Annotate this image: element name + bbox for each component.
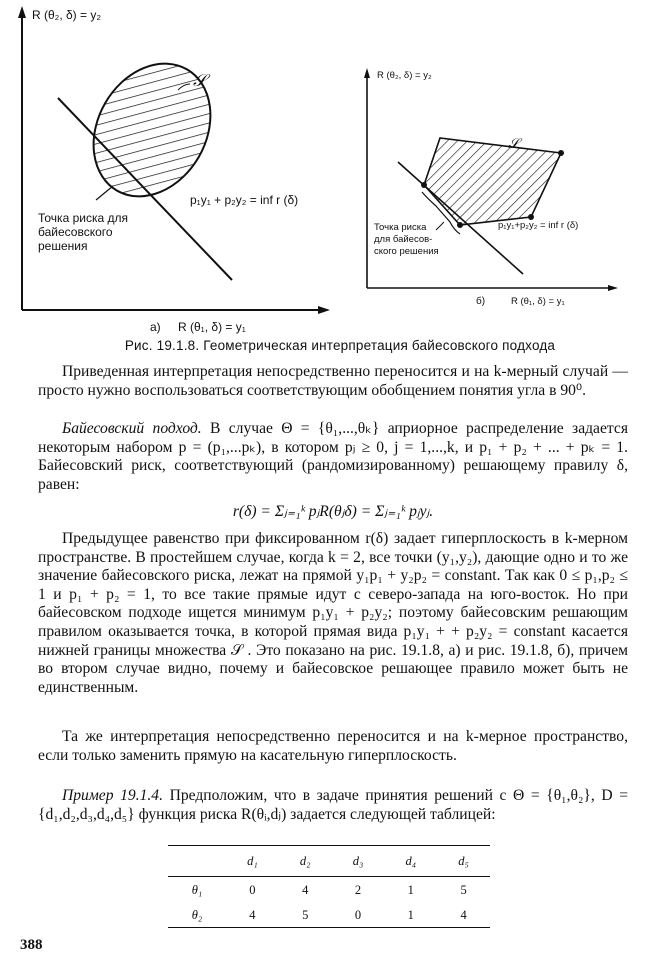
risk-point-label-a-3: решения (38, 239, 88, 253)
risk-point-label-b-2: для байесов- (374, 234, 433, 245)
line-label-b: p₁y₁+p₂y₂ = inf r (δ) (498, 220, 579, 231)
paragraph-1-text: Приведенная интерпретация непосредственно переносится и на k-мерный случай — просто нужно воспользоваться соответствующим обобщением понятия угла в 90⁰. (38, 363, 628, 399)
vertex-point (457, 222, 463, 228)
x-axis-arrow-a (318, 306, 330, 314)
x-axis-arrow-b (608, 285, 618, 291)
table-col-header: d₁ (247, 853, 258, 868)
table-cell: 1 (407, 907, 414, 922)
set-s-polygon-b (424, 138, 561, 225)
table-cell: 4 (460, 907, 467, 922)
y-axis-label-a: R (θ₂, δ) = y₂ (32, 8, 102, 22)
table-cell: 2 (354, 882, 362, 897)
paragraph-2-title: Байесовский подход. (62, 420, 202, 437)
paragraph-3 (38, 530, 628, 697)
x-axis-label-a: R (θ₁, δ) = y₁ (178, 320, 246, 334)
paragraph-2 (38, 420, 628, 494)
y-axis-label-b: R (θ₂, δ) = y₂ (377, 70, 432, 81)
risk-point-pointer-b (436, 222, 444, 230)
paragraph-5 (38, 787, 628, 824)
page-number: 388 (20, 937, 43, 953)
formula-block (38, 498, 628, 528)
panel-label-a: а) (150, 320, 161, 334)
risk-point-pointer-a (96, 186, 113, 200)
line-label-a: p₁y₁ + p₂y₂ = inf r (δ) (190, 193, 299, 207)
risk-point-label-b-3: ского решения (374, 246, 439, 257)
table-cell: 5 (302, 907, 309, 922)
table-cell: 0 (354, 907, 362, 922)
paragraph-5-text: Предположим, что в задаче принятия решений с Θ = {θ₁,θ₂}, D = {d₁,d₂,d₃,d₄,d₅} функция риска R(θᵢ,dⱼ) задается следующей таблицей: (38, 787, 629, 823)
figure-caption: Рис. 19.1.8. Геометрическая интерпретация байесовского подхода (124, 338, 556, 353)
table-col-header: d₄ (405, 853, 417, 868)
table-col-header: d₃ (352, 853, 364, 868)
figure-a (0, 0, 340, 340)
y-axis-arrow-b (364, 68, 370, 78)
paragraph-4-text: Та же интерпретация непосредственно переносится и на k-мерное пространство, если только заменить прямую на касательную гиперплоскость. (38, 728, 628, 764)
set-s-ellipse-a (70, 42, 234, 217)
table-row (168, 903, 490, 928)
paragraph-3-text: Предыдущее равенство при фиксированном r(δ) задает гиперплоскость в k-мерном пространстве. В простейшем случае, когда k = 2, все точки (y₁,y₂), дающие одно и то же значение байесовского риска, лежат на прямой y₁p₁ + y₂p₂ = constant. Так как 0 ≤ p₁,p₂ ≤ 1 и p₁ + p₂ = 1, то все такие прямые идут с северо-запада на юго-восток. Но при байесовском подходе ищется минимум p₁y₁ + p₂y₂; поэтому байесовским решающим правилом оказывается точка, в которой прямая вида p₁y₁ + + p₂y₂ = constant касается нижней границы множества 𝒮 . Это показано на рис. 19.1.8, а) и рис. 19.1.8, б), причем во втором случае видно, почему и байесовское решающее правило может быть не единственным. (38, 530, 628, 696)
formula: r(δ) = Σⱼ₌₁ᵏ pⱼR(θⱼδ) = Σⱼ₌₁ᵏ pⱼyⱼ. (232, 503, 434, 520)
table-cell: 1 (407, 882, 414, 897)
figure-b (340, 50, 640, 320)
table-col-header: d₅ (458, 853, 469, 868)
panel-label-b: б) (476, 296, 486, 307)
set-s-label-a: 𝒮 (193, 71, 207, 90)
table-col-header: d₂ (299, 853, 311, 868)
table-cell: 4 (249, 907, 256, 922)
risk-point-label-a-2: байесовского (38, 225, 113, 239)
x-axis-label-b: R (θ₁, δ) = y₁ (511, 296, 565, 307)
table-cell: 4 (302, 882, 309, 897)
paragraph-5-title: Пример 19.1.4. (62, 787, 163, 804)
risk-point-label-b-1: Точка риска (374, 222, 427, 233)
table-cell: 5 (460, 882, 467, 897)
risk-point-label-a-1: Точка риска для (38, 211, 128, 225)
y-axis-arrow-a (18, 6, 26, 18)
table-cell: 0 (249, 882, 256, 897)
set-s-label-b: 𝒮 (508, 135, 519, 151)
table-row-label: θ₂ (191, 907, 203, 922)
paragraph-2-text: В случае Θ = {θ₁,...,θₖ} априорное распределение задается некоторым набором p = (p₁,...pₖ), в котором pⱼ ≥ 0, j = 1,...,k, и p₁ + p₂ + ... + pₖ = 1. Байесовский риск, соответствующий (рандомизированному) решающему правилу δ, равен: (38, 420, 628, 493)
paragraph-4 (38, 728, 628, 765)
paragraph-1 (38, 363, 628, 400)
vertex-point (558, 150, 564, 156)
vertex-point (421, 182, 427, 188)
table-row (168, 877, 490, 904)
risk-table (168, 845, 490, 928)
table-row-label: θ₁ (191, 882, 203, 897)
